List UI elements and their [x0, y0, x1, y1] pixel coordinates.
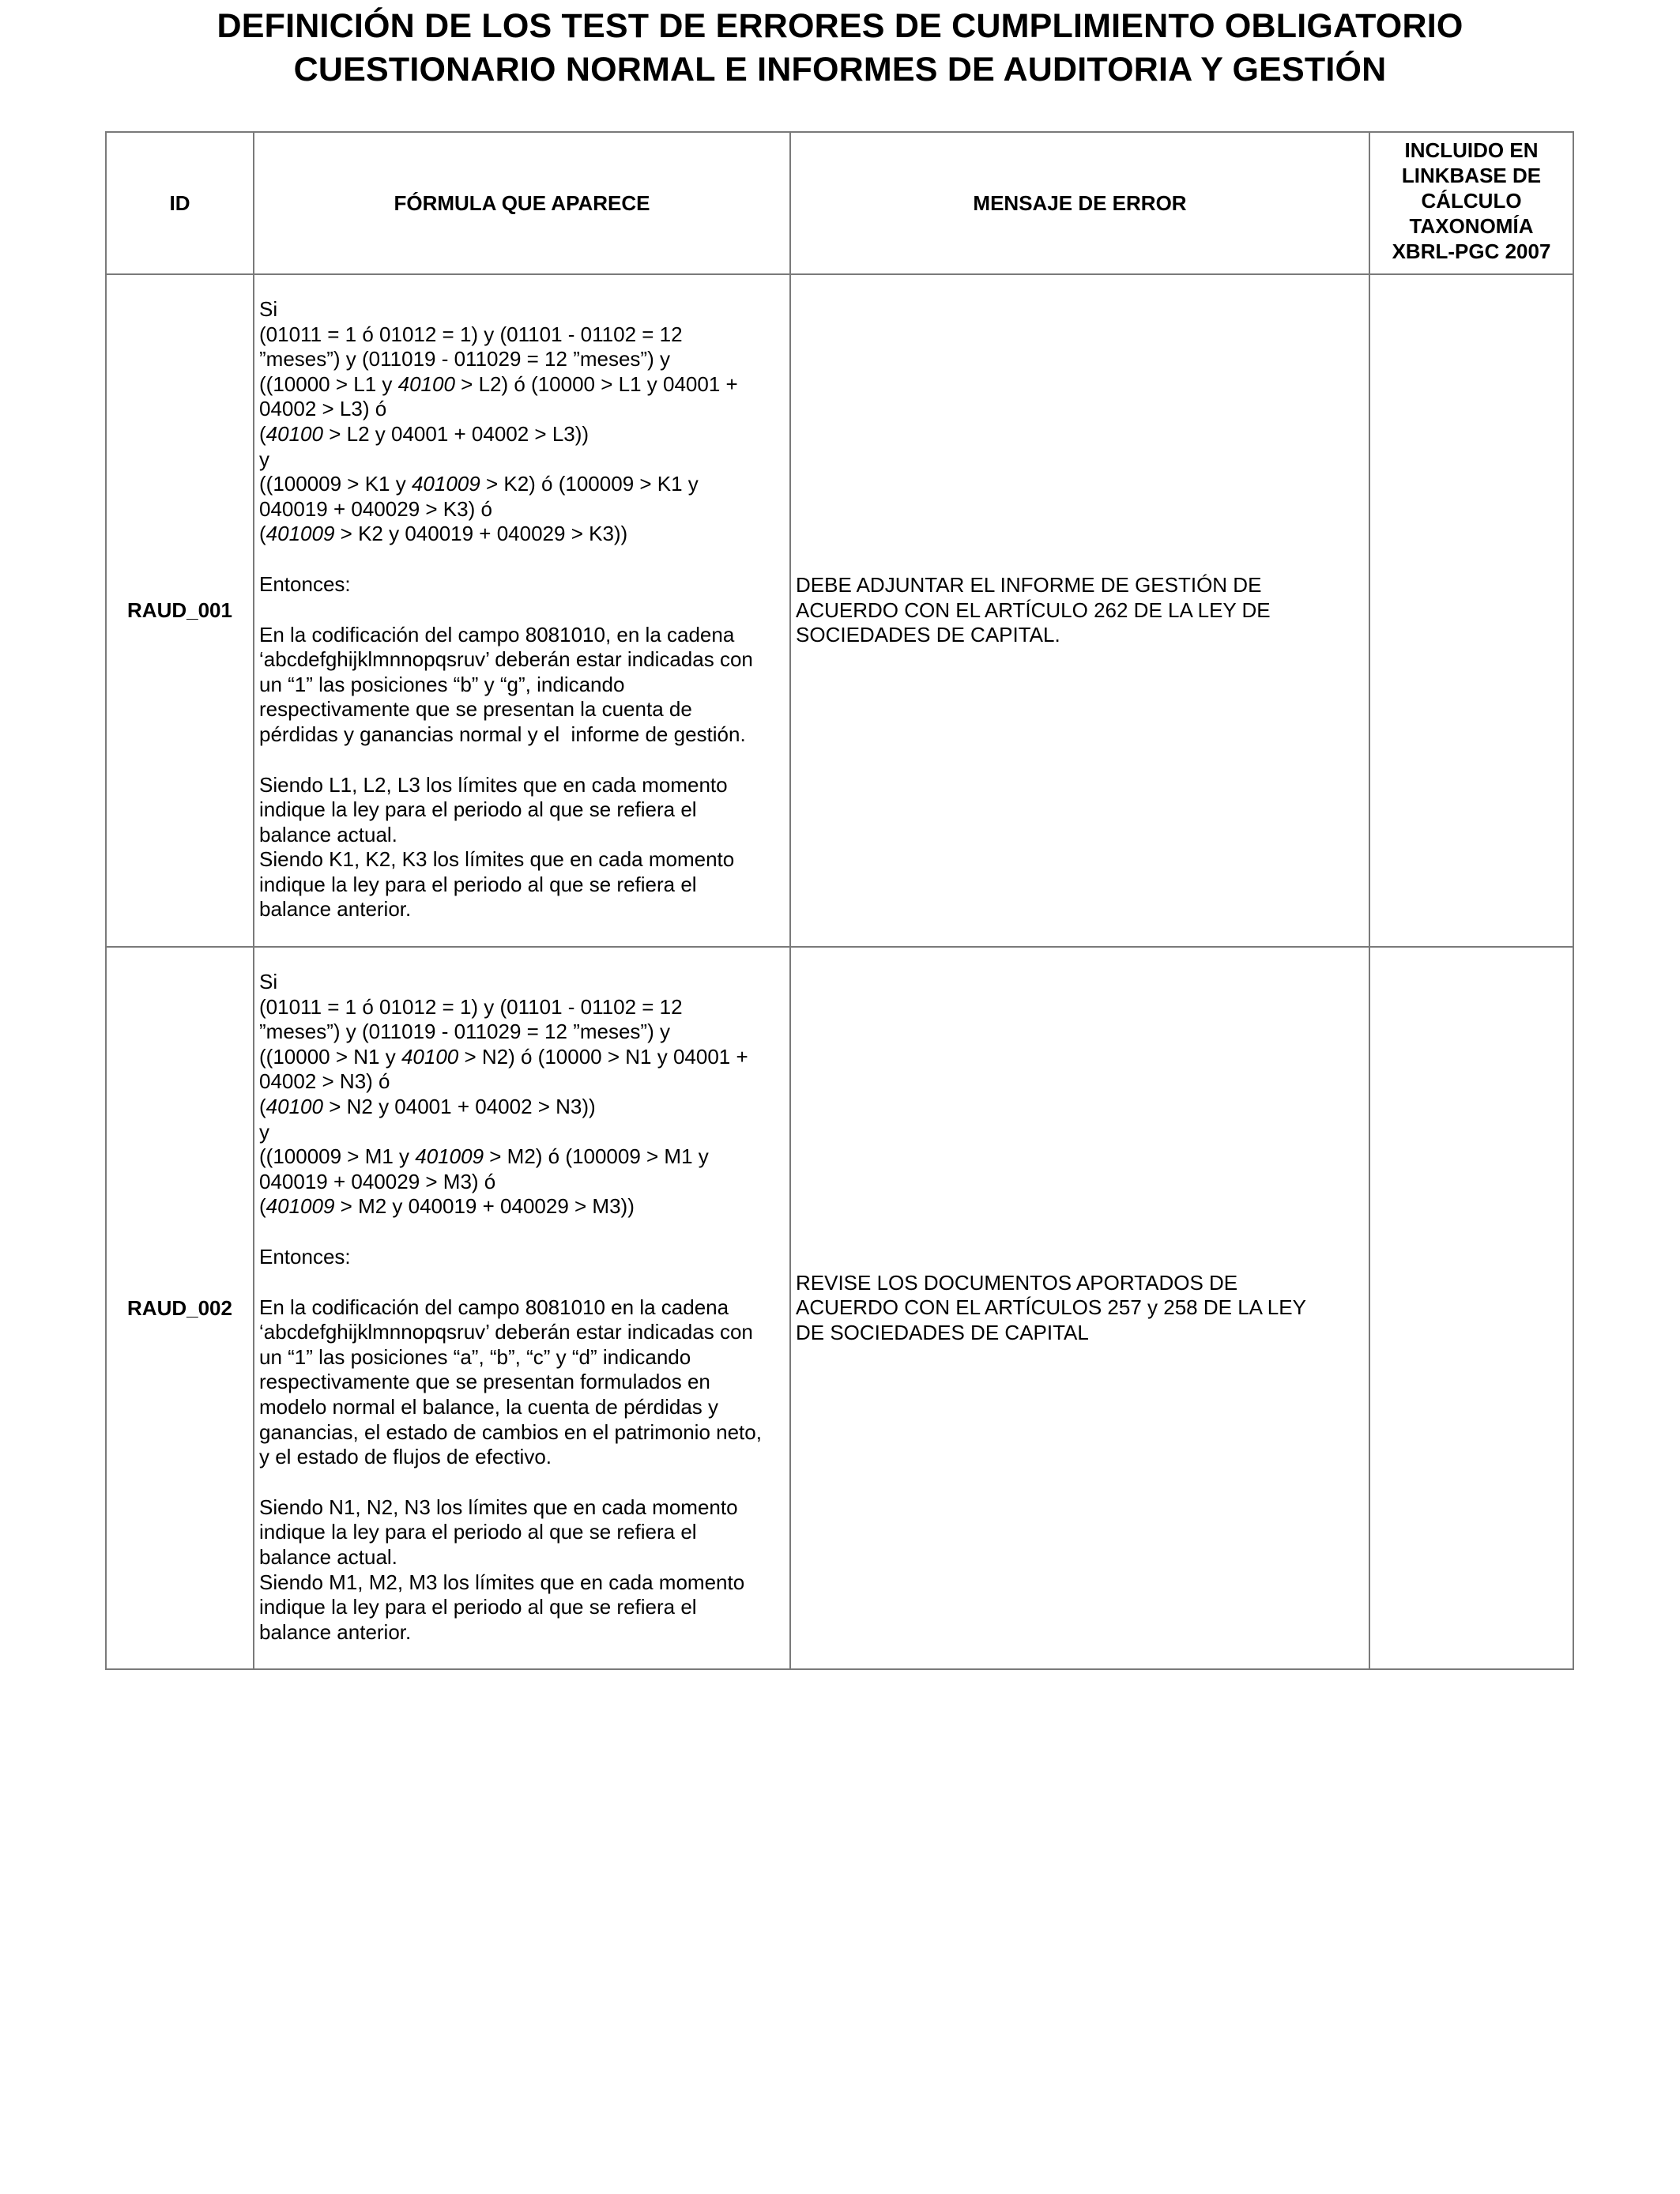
formula-spacer: [259, 598, 782, 623]
row-id: RAUD_002: [106, 947, 254, 1669]
formula-line: Siendo N1, N2, N3 los límites que en cada momento: [259, 1495, 738, 1519]
formula-text: > M2 y 040019 + 040029 > M3)): [334, 1194, 635, 1219]
formula-italic-code: 40100: [266, 421, 323, 446]
formula-line: respectivamente que se presentan formulados en: [259, 1370, 710, 1394]
header-included: [1369, 132, 1573, 274]
formula-line: y: [259, 1119, 269, 1144]
formula-line: [259, 1194, 782, 1220]
formula-text: (: [259, 1095, 266, 1119]
formula-text: ((10000 > N1 y: [259, 1044, 401, 1069]
header-included-line: TAXONOMÍA: [1409, 214, 1534, 238]
message-line: DEBE ADJUNTAR EL INFORME DE GESTIÓN DE: [796, 573, 1262, 598]
header-id: ID: [106, 132, 254, 274]
table-row: [106, 274, 1573, 947]
formula-line: Entonces:: [259, 571, 351, 596]
formula-spacer: [259, 1270, 782, 1295]
formula-text: > K2 y 040019 + 040029 > K3)): [334, 522, 628, 546]
formula-line: En la codificación del campo 8081010 en la cadena: [259, 1295, 729, 1319]
formula-text: (: [259, 522, 266, 546]
formula-line: [259, 1095, 782, 1120]
formula-line: [259, 372, 782, 398]
formula-line: (01011 = 1 ó 01012 = 1) y (01101 - 01102 = 12: [259, 322, 683, 346]
row-error-message: [790, 947, 1369, 1669]
formula-line: Siendo L1, L2, L3 los límites que en cada momento: [259, 772, 728, 797]
formula-line: indique la ley para el periodo al que se refiera el: [259, 872, 697, 896]
formula-line: ”meses”) y (011019 - 011029 = 12 ”meses”) y: [259, 1020, 670, 1044]
row-id: RAUD_001: [106, 274, 254, 947]
formula-italic-code: 401009: [266, 1194, 335, 1219]
formula-italic-code: 40100: [397, 371, 455, 396]
formula-line: [259, 1045, 782, 1070]
formula-line: ‘abcdefghijklmnnopqsruv’ deberán estar indicadas con: [259, 1320, 753, 1344]
formula-line: ‘abcdefghijklmnnopqsruv’ deberán estar indicadas con: [259, 647, 753, 672]
formula-line: un “1” las posiciones “a”, “b”, “c” y “d” indicando: [259, 1344, 691, 1369]
formula-line: ”meses”) y (011019 - 011029 = 12 ”meses”) y: [259, 347, 670, 371]
formula-line: En la codificación del campo 8081010, en la cadena: [259, 622, 735, 647]
header-included-line: LINKBASE DE: [1401, 164, 1542, 187]
formula-text: (: [259, 421, 266, 446]
header-included-line: INCLUIDO EN: [1404, 138, 1539, 162]
formula-text: > M2) ó (100009 > M1 y: [484, 1144, 709, 1169]
formula-line: 040019 + 040029 > K3) ó: [259, 496, 492, 521]
error-tests-table: [105, 131, 1574, 1670]
formula-text: ((10000 > L1 y: [259, 371, 398, 396]
header-included-line: CÁLCULO: [1421, 189, 1522, 213]
formula-line: indique la ley para el periodo al que se refiera el: [259, 1520, 697, 1544]
formula-line: balance anterior.: [259, 1619, 412, 1644]
formula-italic-code: 401009: [266, 522, 335, 546]
row-included: [1369, 274, 1573, 947]
formula-spacer: [259, 1470, 782, 1495]
formula-text: ((100009 > K1 y: [259, 472, 412, 496]
formula-italic-code: 40100: [401, 1044, 459, 1069]
formula-line: Si: [259, 970, 278, 994]
formula-line: Si: [259, 297, 278, 321]
formula-line: balance anterior.: [259, 897, 412, 922]
formula-line: [259, 522, 782, 547]
table-header-row: [106, 132, 1573, 274]
formula-line: balance actual.: [259, 822, 397, 846]
formula-line: 04002 > L3) ó: [259, 397, 387, 421]
message-line: SOCIEDADES DE CAPITAL.: [796, 623, 1060, 647]
header-included-line: XBRL-PGC 2007: [1392, 239, 1551, 263]
formula-line: [259, 472, 782, 497]
header-message: MENSAJE DE ERROR: [790, 132, 1369, 274]
title-line-2: CUESTIONARIO NORMAL E INFORMES DE AUDITORIA Y GESTIÓN: [293, 51, 1387, 89]
formula-line: (01011 = 1 ó 01012 = 1) y (01101 - 01102 = 12: [259, 994, 683, 1019]
document-title: [0, 5, 1680, 92]
formula-line: 04002 > N3) ó: [259, 1069, 390, 1094]
row-formula: [254, 947, 790, 1669]
formula-line: un “1” las posiciones “b” y “g”, indicando: [259, 672, 625, 696]
formula-italic-code: 40100: [266, 1095, 323, 1119]
formula-text: > N2 y 04001 + 04002 > N3)): [322, 1095, 596, 1119]
formula-line: [259, 1144, 782, 1170]
formula-text: > N2) ó (10000 > N1 y 04001 +: [458, 1044, 748, 1069]
formula-text: ((100009 > M1 y: [259, 1144, 416, 1169]
row-error-message: [790, 274, 1369, 947]
formula-spacer: [259, 748, 782, 773]
formula-line: Siendo K1, K2, K3 los límites que en cada momento: [259, 847, 735, 872]
formula-spacer: [259, 547, 782, 572]
message-line: ACUERDO CON EL ARTÍCULO 262 DE LA LEY DE: [796, 598, 1271, 622]
formula-italic-code: 401009: [415, 1144, 484, 1169]
formula-line: y: [259, 447, 269, 471]
formula-text: > K2) ó (100009 > K1 y: [480, 472, 699, 496]
formula-line: Siendo M1, M2, M3 los límites que en cada momento: [259, 1570, 745, 1594]
formula-text: > L2) ó (10000 > L1 y 04001 +: [454, 371, 738, 396]
formula-line: y el estado de flujos de efectivo.: [259, 1445, 552, 1469]
formula-line: modelo normal el balance, la cuenta de pérdidas y: [259, 1394, 719, 1419]
message-line: DE SOCIEDADES DE CAPITAL: [796, 1320, 1089, 1344]
formula-line: balance actual.: [259, 1544, 397, 1569]
formula-line: Entonces:: [259, 1245, 351, 1269]
message-line: ACUERDO CON EL ARTÍCULOS 257 y 258 DE LA LEY: [796, 1295, 1306, 1320]
title-line-1: DEFINICIÓN DE LOS TEST DE ERRORES DE CUMPLIMIENTO OBLIGATORIO: [217, 7, 1463, 45]
formula-line: ganancias, el estado de cambios en el patrimonio neto,: [259, 1419, 762, 1444]
formula-text: (: [259, 1194, 266, 1219]
formula-line: respectivamente que se presentan la cuenta de: [259, 697, 692, 722]
formula-line: indique la ley para el periodo al que se refiera el: [259, 797, 697, 822]
message-line: REVISE LOS DOCUMENTOS APORTADOS DE: [796, 1270, 1238, 1295]
formula-spacer: [259, 1220, 782, 1245]
table-row: [106, 947, 1573, 1669]
formula-line: indique la ley para el periodo al que se refiera el: [259, 1595, 697, 1619]
formula-italic-code: 401009: [411, 472, 480, 496]
formula-line: 040019 + 040029 > M3) ó: [259, 1169, 496, 1193]
row-formula: [254, 274, 790, 947]
formula-line: pérdidas y ganancias normal y el informe de gestión.: [259, 722, 746, 746]
formula-line: [259, 422, 782, 447]
formula-text: > L2 y 04001 + 04002 > L3)): [322, 421, 590, 446]
header-formula: FÓRMULA QUE APARECE: [254, 132, 790, 274]
row-included: [1369, 947, 1573, 1669]
